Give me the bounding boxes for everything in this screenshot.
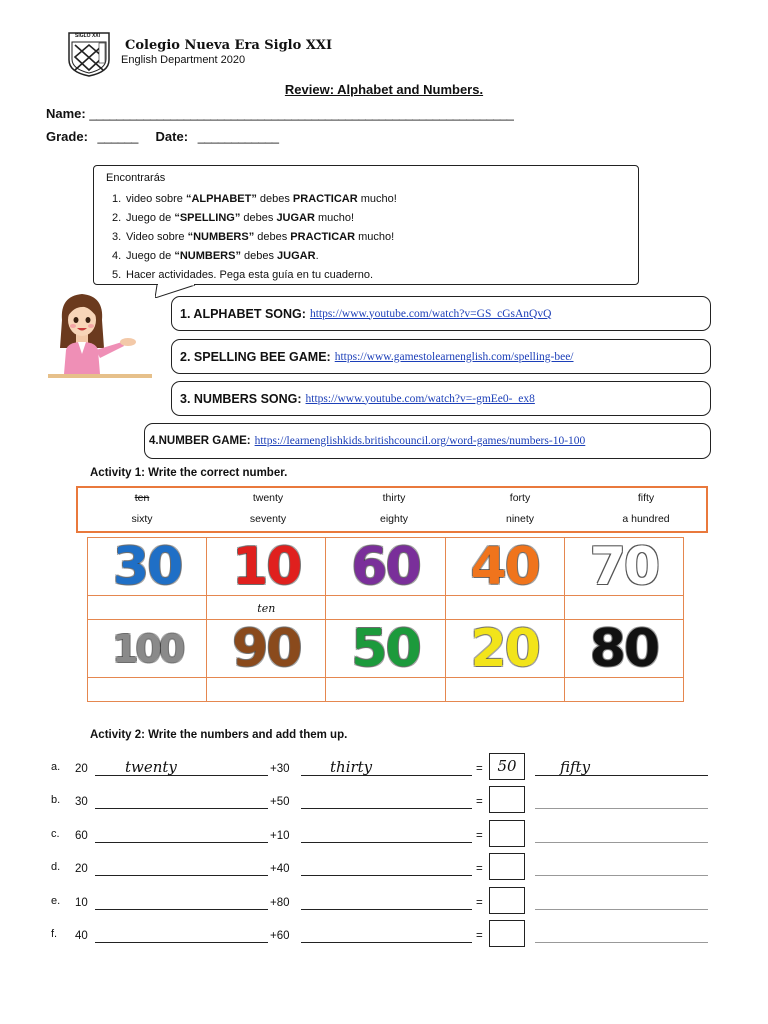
number-cell bbox=[445, 620, 564, 678]
addend-a: 20 bbox=[75, 763, 88, 775]
instruction-text: Juego de bbox=[126, 250, 175, 262]
instruction-text: debes bbox=[256, 193, 293, 205]
word-bank-item: fifty bbox=[637, 492, 655, 504]
number-cell bbox=[445, 538, 564, 596]
equals-sign: = bbox=[476, 863, 483, 875]
link-label: 1. ALPHABET SONG: bbox=[180, 306, 306, 321]
addend-b-line[interactable] bbox=[301, 763, 472, 776]
colored-number: 10 bbox=[232, 536, 301, 597]
instruction-number: 1. bbox=[112, 193, 122, 205]
school-logo bbox=[66, 30, 112, 78]
link-url[interactable]: https://www.youtube.com/watch?v=GS_cGsAnQvQ bbox=[309, 307, 552, 320]
equals-sign: = bbox=[476, 796, 483, 808]
word-bank bbox=[76, 486, 708, 533]
addend-a-line[interactable] bbox=[95, 930, 268, 943]
number-cell bbox=[88, 620, 207, 678]
number-cell bbox=[326, 620, 445, 678]
addend-b-line[interactable] bbox=[301, 796, 472, 809]
link-label: 3. NUMBERS SONG: bbox=[180, 391, 302, 406]
equals-sign: = bbox=[476, 830, 483, 842]
sum-word-line[interactable] bbox=[535, 930, 708, 943]
instruction-item bbox=[106, 247, 397, 266]
activity1-title: Activity 1: Write the correct number. bbox=[90, 467, 288, 479]
equals-sign: = bbox=[476, 763, 483, 775]
word-bank-item: a hundred bbox=[622, 513, 670, 525]
addend-b-word: thirty bbox=[330, 758, 373, 776]
addend-b-line[interactable] bbox=[301, 830, 472, 843]
colored-number: 80 bbox=[589, 618, 659, 679]
addend-b: +10 bbox=[270, 830, 290, 842]
instruction-topic: “ALPHABET” bbox=[185, 193, 257, 205]
instruction-text: debes bbox=[240, 250, 278, 262]
link-spelling-bee[interactable] bbox=[171, 339, 711, 374]
word-bank-item: sixty bbox=[131, 513, 153, 525]
number-cell bbox=[564, 620, 683, 678]
instruction-text: debes bbox=[240, 212, 277, 224]
word-bank-item: twenty bbox=[252, 492, 284, 504]
instruction-number: 4. bbox=[112, 250, 122, 262]
sum-box[interactable] bbox=[489, 920, 525, 947]
colored-number: 60 bbox=[351, 536, 420, 597]
sum-box[interactable]: 50 bbox=[489, 753, 525, 780]
colored-number: 70 bbox=[589, 536, 659, 597]
instruction-text: Video sobre bbox=[126, 231, 188, 243]
page-title: Review: Alphabet and Numbers. bbox=[284, 82, 484, 97]
number-grid bbox=[87, 537, 684, 702]
grade-label: Grade: bbox=[46, 129, 88, 144]
bubble-tail bbox=[155, 278, 215, 298]
answer-cell[interactable] bbox=[88, 678, 207, 702]
colored-number: 40 bbox=[470, 536, 539, 597]
link-url[interactable]: https://learnenglishkids.britishcouncil.org/word-games/numbers-10-100 bbox=[254, 435, 586, 447]
link-numbers-song[interactable] bbox=[171, 381, 711, 416]
sum-word: fifty bbox=[560, 758, 591, 776]
number-cell bbox=[564, 538, 683, 596]
word-bank-item: forty bbox=[509, 492, 531, 504]
instruction-list bbox=[106, 190, 397, 285]
instruction-topic: “SPELLING” bbox=[174, 212, 241, 224]
instruction-item bbox=[106, 209, 397, 228]
colored-number: 50 bbox=[351, 618, 420, 679]
answer-cell[interactable] bbox=[564, 678, 683, 702]
addend-a: 30 bbox=[75, 796, 88, 808]
sum-word-line[interactable] bbox=[535, 830, 708, 843]
addend-a-line[interactable] bbox=[95, 763, 268, 776]
word-bank-item: eighty bbox=[379, 513, 409, 525]
colored-number: 90 bbox=[232, 618, 301, 679]
equals-sign: = bbox=[476, 897, 483, 909]
instruction-item bbox=[106, 190, 397, 209]
word-bank-item: ten bbox=[134, 492, 150, 504]
number-cell bbox=[207, 538, 326, 596]
instruction-text: Hacer actividades. Pega esta guía en tu cuaderno. bbox=[126, 269, 374, 281]
grade-blank: ______ bbox=[97, 129, 138, 144]
addend-a-line[interactable] bbox=[95, 830, 268, 843]
addend-a-line[interactable] bbox=[95, 796, 268, 809]
instruction-number: 3. bbox=[112, 231, 122, 243]
name-field[interactable] bbox=[46, 106, 513, 121]
answer-cell[interactable] bbox=[445, 678, 564, 702]
instruction-action: PRACTICAR bbox=[292, 193, 358, 205]
instruction-item bbox=[106, 228, 397, 247]
instruction-action: PRACTICAR bbox=[290, 231, 356, 243]
sum-word-line[interactable] bbox=[535, 897, 708, 910]
sum-box[interactable] bbox=[489, 820, 525, 847]
answer-cell[interactable] bbox=[207, 596, 326, 620]
grade-date-field[interactable] bbox=[46, 129, 278, 144]
addend-a: 60 bbox=[75, 830, 88, 842]
addend-b-line[interactable] bbox=[301, 897, 472, 910]
instruction-text: mucho! bbox=[357, 193, 397, 205]
addend-a: 20 bbox=[75, 863, 88, 875]
activity2-title: Activity 2: Write the numbers and add them up. bbox=[90, 729, 348, 741]
sum-box[interactable] bbox=[489, 786, 525, 813]
sum-word-line[interactable] bbox=[535, 863, 708, 876]
instruction-topic: “NUMBERS” bbox=[174, 250, 241, 262]
name-blank: _______________________________________________________________ bbox=[89, 106, 514, 121]
row-label: c. bbox=[51, 828, 60, 840]
instruction-item bbox=[106, 266, 397, 285]
link-label: 4.NUMBER GAME: bbox=[149, 435, 251, 447]
addend-b: +60 bbox=[270, 930, 290, 942]
addend-a-line[interactable] bbox=[95, 863, 268, 876]
instruction-number: 2. bbox=[112, 212, 122, 224]
instruction-action: JUGAR bbox=[277, 250, 316, 262]
addend-b: +30 bbox=[270, 763, 290, 775]
instruction-text: mucho! bbox=[355, 231, 395, 243]
number-cell bbox=[207, 620, 326, 678]
teacher-illustration bbox=[48, 290, 154, 380]
link-number-game[interactable] bbox=[144, 423, 711, 459]
addend-b: +40 bbox=[270, 863, 290, 875]
number-cell bbox=[88, 538, 207, 596]
answer-cell[interactable] bbox=[207, 678, 326, 702]
row-label: b. bbox=[51, 794, 61, 806]
date-blank: ____________ bbox=[197, 129, 279, 144]
school-name: Colegio Nueva Era Siglo XXI bbox=[125, 38, 333, 53]
answer-cell[interactable] bbox=[326, 678, 445, 702]
answer-cell[interactable] bbox=[564, 596, 683, 620]
number-cell bbox=[326, 538, 445, 596]
instruction-text: . bbox=[315, 250, 319, 262]
addend-b-line[interactable] bbox=[301, 930, 472, 943]
row-label: d. bbox=[51, 861, 61, 873]
row-label: a. bbox=[51, 761, 61, 773]
link-url[interactable]: https://www.youtube.com/watch?v=-gmEe0-_ex8 bbox=[305, 392, 535, 405]
addend-a: 40 bbox=[75, 930, 88, 942]
answer-cell[interactable] bbox=[445, 596, 564, 620]
link-alphabet-song[interactable] bbox=[171, 296, 711, 331]
row-label: e. bbox=[51, 895, 61, 907]
colored-number: 100 bbox=[111, 626, 183, 671]
addend-a-word: twenty bbox=[125, 758, 177, 776]
instruction-number: 5. bbox=[112, 269, 122, 281]
word-bank-item: seventy bbox=[249, 513, 287, 525]
addend-b-line[interactable] bbox=[301, 863, 472, 876]
addend-a-line[interactable] bbox=[95, 897, 268, 910]
link-label: 2. SPELLING BEE GAME: bbox=[180, 349, 331, 364]
name-label: Name: bbox=[46, 106, 86, 121]
addend-b: +50 bbox=[270, 796, 290, 808]
equals-sign: = bbox=[476, 930, 483, 942]
addend-b: +80 bbox=[270, 897, 290, 909]
department: English Department 2020 bbox=[121, 54, 246, 66]
instruction-text: mucho! bbox=[314, 212, 355, 224]
answer-cell[interactable] bbox=[326, 596, 445, 620]
instruction-topic: “NUMBERS” bbox=[187, 231, 255, 243]
colored-number: 20 bbox=[470, 618, 539, 679]
answer-cell[interactable] bbox=[88, 596, 207, 620]
sum-word-line[interactable] bbox=[535, 796, 708, 809]
instruction-text: debes bbox=[254, 231, 291, 243]
instruction-action: JUGAR bbox=[276, 212, 315, 224]
bubble-intro: Encontrarás bbox=[106, 172, 166, 184]
instruction-text: Juego de bbox=[126, 212, 175, 224]
word-bank-item: thirty bbox=[382, 492, 406, 504]
logo-text: SIGLO XXI bbox=[75, 33, 101, 39]
colored-number: 30 bbox=[112, 536, 182, 597]
date-label: Date: bbox=[155, 129, 189, 144]
row-label: f. bbox=[51, 928, 58, 940]
instructions-bubble bbox=[93, 165, 639, 285]
addend-a: 10 bbox=[75, 897, 88, 909]
sum-box[interactable] bbox=[489, 853, 525, 880]
answer-text: ten bbox=[257, 601, 276, 615]
sum-box[interactable] bbox=[489, 887, 525, 914]
instruction-text: video sobre bbox=[126, 193, 186, 205]
word-bank-item: ninety bbox=[505, 513, 535, 525]
link-url[interactable]: https://www.gamestolearnenglish.com/spelling-bee/ bbox=[334, 350, 574, 363]
